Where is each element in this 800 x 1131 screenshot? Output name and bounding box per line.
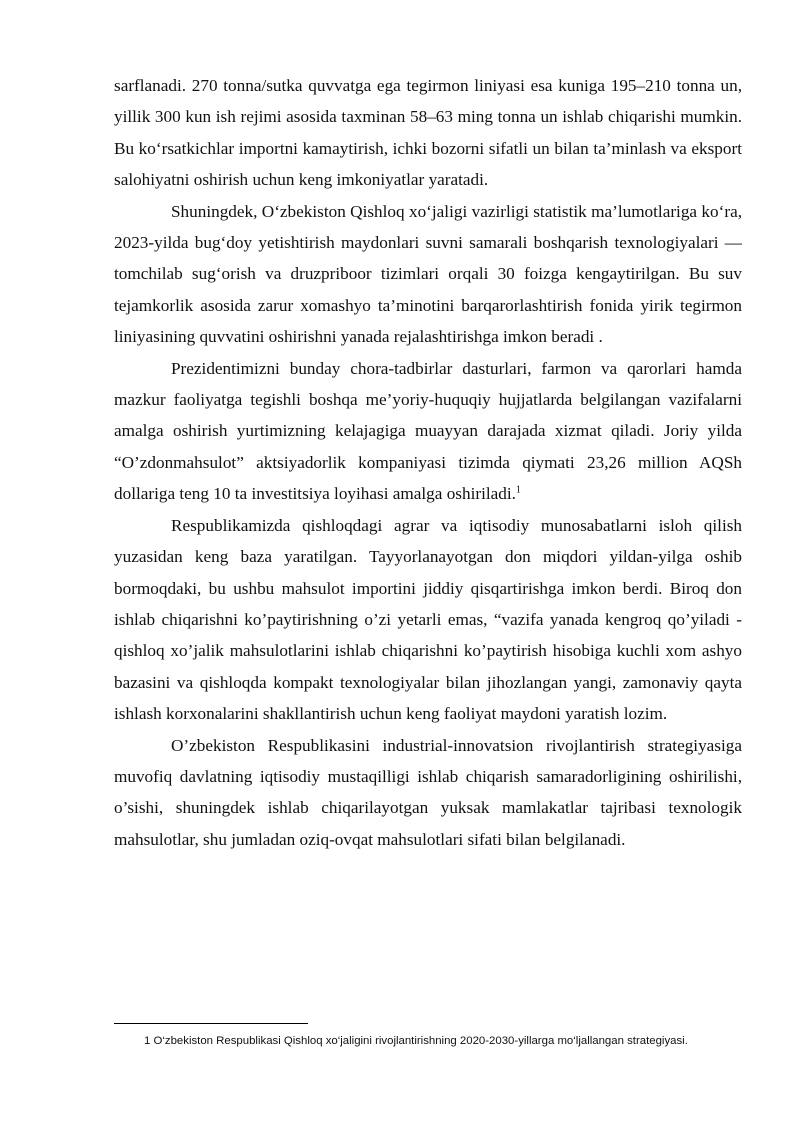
paragraph-presidential-measures-text: Prezidentimizni bunday chora-tadbirlar dasturlari, farmon va qarorlari hamda mazkur faoliyatga tegishli boshqa me’yoriy-huquqiy hujjatlarda belgilangan vazifalarni amalga oshirish yurtimizning kelajagiga muayyan darajada xizmat qiladi. Joriy yilda “O’zdonmahsulot” aktsiyadorlik kompaniyasi tizimda qiymati 23,26 million AQSh dollariga teng 10 ta investitsiya loyihasi amalga oshiriladi. [114, 358, 742, 504]
paragraph-agrarian-reform: Respublikamizda qishloqdagi agrar va iqtisodiy munosabatlarni isloh qilish yuzasidan keng baza yaratilgan. Tayyorlanayotgan don miqdori yildan-yilga oshib bormoqdaki, bu ushbu mahsulot importini jiddiy qisqartirishga imkon berdi. Biroq don ishlab chiqarishni ko’paytirishning o’zi yetarli emas, “vazifa yanada kengroq qo’yiladi - qishloq xo’jalik mahsulotlarini ishlab chiqarishni ko’paytirish hisobiga kuchli xom ashyo bazasini va qishloqda kompakt texnologiyalar bilan jihozlangan yangi, zamonaviy qayta ishlash korxonalarini shakllantirish uchun keng faoliyat maydoni yaratish lozim. [114, 515, 742, 724]
paragraph-irrigation: Shuningdek, O‘zbekiston Qishloq xo‘jaligi vazirligi statistik ma’lumotlariga ko‘ra, 2023-yilda bug‘doy yetishtirish maydonlari suvni samarali boshqarish texnologiyalari — tomchilab sug‘orish va druzpriboor tizimlari orqali 30 foizga kengaytirilgan. Bu suv tejamkorlik asosida zarur xomashyo ta’minotini barqarorlashtirish fonida yirik tegirmon liniyasining quvvatini oshirishni yanada rejalashtirishga imkon beradi . [114, 201, 742, 347]
paragraph-presidential-measures [114, 353, 742, 510]
footnote-text: 1 O‘zbekiston Respublikasi Qishloq xo‘jaligini rivojlantirishning 2020-2030-yillarga mo‘ljallangan strategiyasi. [144, 1035, 688, 1047]
footnote-separator [114, 1023, 308, 1024]
footnote-reference: 1 [515, 484, 521, 496]
document-body [114, 70, 742, 855]
paragraph-industrial-strategy: O’zbekiston Respublikasini industrial-innovatsion rivojlantirish strategiyasiga muvofiq davlatning iqtisodiy mustaqilligi ishlab chiqarish samaradorligining oshirilishi, o’sishi, shuningdek ishlab chiqarilayotgan yuksak mamlakatlar tajribasi texnologik mahsulotlar, shu jumladan oziq-ovqat mahsulotlari sifati bilan belgilanadi. [114, 735, 742, 849]
paragraph-continuation: sarflanadi. 270 tonna/sutka quvvatga ega tegirmon liniyasi esa kuniga 195–210 tonna un, yillik 300 kun ish rejimi asosida taxminan 58–63 ming tonna un ishlab chiqarishi mumkin. Bu ko‘rsatkichlar importni kamaytirish, ichki bozorni sifatli un bilan ta’minlash va eksport salohiyatni oshirish uchun keng imkoniyatlar yaratadi. [114, 76, 742, 190]
